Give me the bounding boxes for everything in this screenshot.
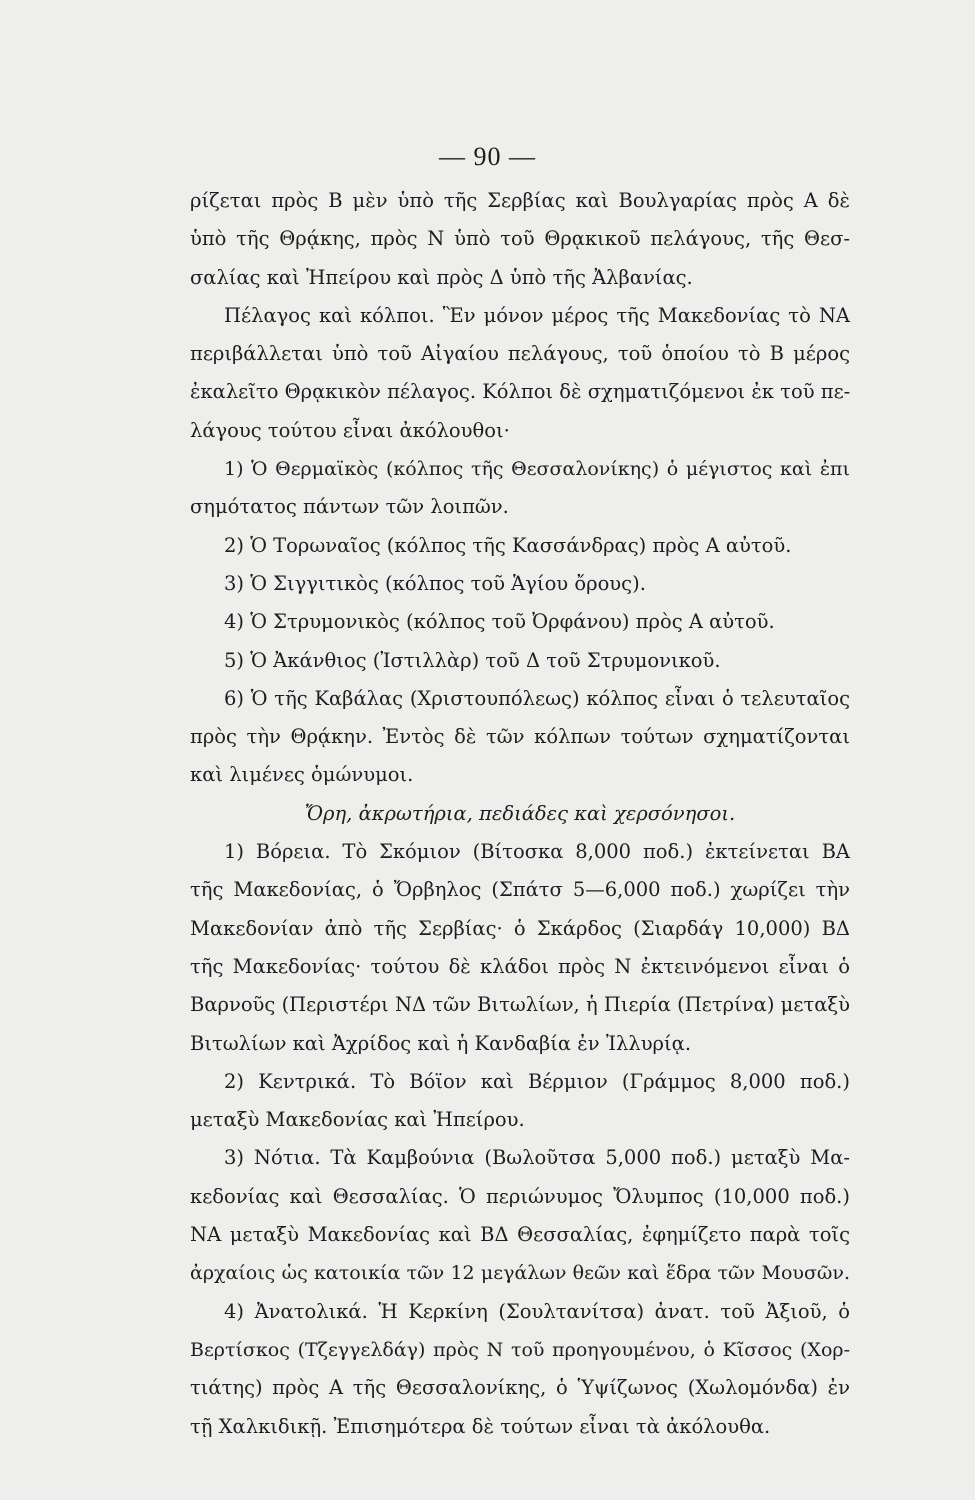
text-body xyxy=(190,182,850,1446)
text-line: πρὸς τὴν Θρᾴκην. Ἐντὸς δὲ τῶν κόλπων τούτων σχηματίζονται xyxy=(190,725,850,749)
text-line: Μακεδονίαν ἀπὸ τῆς Σερβίας· ὁ Σκάρδος (Σιαρδάγ 10,000) ΒΔ xyxy=(190,916,850,940)
text-line: Βερτίσκος (Τζεγγελδάγ) πρὸς Ν τοῦ προηγουμένου, ὁ Κῖσσος (Χορ- xyxy=(190,1338,850,1361)
text-line: Βιτωλίων καὶ Ἀχρίδος καὶ ἡ Κανδαβία ἐν Ἰλλυρίᾳ. xyxy=(190,1031,692,1055)
text-line: Πέλαγος καὶ κόλποι. Ἓν μόνον μέρος τῆς Μακεδονίας τὸ ΝΑ xyxy=(224,303,850,327)
text-line: λάγους τούτου εἶναι ἀκόλουθοι· xyxy=(190,418,510,442)
text-line: τιάτης) πρὸς Α τῆς Θεσσαλονίκης, ὁ Ὑψίζωνος (Χωλομόνδα) ἐν xyxy=(190,1376,850,1400)
text-line: 2) Ὁ Τορωναῖος (κόλπος τῆς Κασσάνδρας) πρὸς Α αὐτοῦ. xyxy=(224,533,792,557)
text-line: καὶ λιμένες ὁμώνυμοι. xyxy=(190,763,414,787)
text-line: ἀρχαίοις ὡς κατοικία τῶν 12 μεγάλων θεῶν καὶ ἕδρα τῶν Μουσῶν. xyxy=(190,1262,850,1285)
text-line: περιβάλλεται ὑπὸ τοῦ Αἰγαίου πελάγους, τοῦ ὁποίου τὸ Β μέρος xyxy=(190,342,850,366)
text-line: Βαρνοῦς (Περιστέρι ΝΔ τῶν Βιτωλίων, ἡ Πιερία (Πετρίνα) μεταξὺ xyxy=(190,993,850,1017)
text-line: τῇ Χαλκιδικῇ. Ἐπισημότερα δὲ τούτων εἶναι τὰ ἀκόλουθα. xyxy=(190,1414,771,1438)
text-line: 5) Ὁ Ἀκάνθιος (Ἰστιλλὰρ) τοῦ Δ τοῦ Στρυμονικοῦ. xyxy=(224,648,721,672)
text-line: σαλίας καὶ Ἠπείρου καὶ πρὸς Δ ὑπὸ τῆς Ἀλβανίας. xyxy=(190,265,693,289)
text-line: τῆς Μακεδονίας, ὁ Ὄρβηλος (Σπάτσ 5—6,000 ποδ.) χωρίζει τὴν xyxy=(190,878,850,902)
text-line: 1) Βόρεια. Τὸ Σκόμιον (Βίτοσκα 8,000 ποδ.) ἐκτείνεται ΒΑ xyxy=(224,840,850,864)
text-line: 4) Ὁ Στρυμονικὸς (κόλπος τοῦ Ὀρφάνου) πρὸς Α αὐτοῦ. xyxy=(224,610,775,634)
page-number: — 90 — xyxy=(439,142,536,171)
text-line: σημότατος πάντων τῶν λοιπῶν. xyxy=(190,495,509,519)
text-line: τῆς Μακεδονίας· τούτου δὲ κλάδοι πρὸς Ν ἐκτεινόμενοι εἶναι ὁ xyxy=(190,954,850,978)
text-line: κεδονίας καὶ Θεσσαλίας. Ὁ περιώνυμος Ὄλυμπος (10,000 ποδ.) xyxy=(190,1184,850,1208)
text-line: 3) Νότια. Τὰ Καμβούνια (Βωλοῦτσα 5,000 ποδ.) μεταξὺ Μα- xyxy=(224,1146,850,1170)
text-line: ἐκαλεῖτο Θρᾳκικὸν πέλαγος. Κόλποι δὲ σχηματιζόμενοι ἐκ τοῦ πε- xyxy=(190,380,851,404)
text-line: 2) Κεντρικά. Τὸ Βόϊον καὶ Βέρμιον (Γράμμος 8,000 ποδ.) xyxy=(224,1069,850,1093)
text-line: 4) Ἀνατολικά. Ἡ Κερκίνη (Σουλτανίτσα) ἀνατ. τοῦ Ἀξιοῦ, ὁ xyxy=(224,1299,850,1323)
text-line: ὑπὸ τῆς Θρᾴκης, πρὸς Ν ὑπὸ τοῦ Θρᾳκικοῦ πελάγους, τῆς Θεσ- xyxy=(190,227,850,251)
text-line: 3) Ὁ Σιγγιτικὸς (κόλπος τοῦ Ἁγίου ὄρους). xyxy=(224,571,646,595)
text-line: ΝΑ μεταξὺ Μακεδονίας καὶ ΒΔ Θεσσαλίας, ἐφημίζετο παρὰ τοῖς xyxy=(190,1223,850,1247)
text-line: ρίζεται πρὸς Β μὲν ὑπὸ τῆς Σερβίας καὶ Βουλγαρίας πρὸς Α δὲ xyxy=(190,189,850,212)
text-line: 6) Ὁ τῆς Καβάλας (Χριστουπόλεως) κόλπος εἶναι ὁ τελευταῖος xyxy=(224,686,850,710)
text-line: μεταξὺ Μακεδονίας καὶ Ἠπείρου. xyxy=(190,1108,525,1132)
text-line: 1) Ὁ Θερμαϊκὸς (κόλπος τῆς Θεσσαλονίκης) ὁ μέγιστος καὶ ἐπι xyxy=(224,458,850,481)
section-heading: Ὄρη, ἀκρωτήρια, πεδιάδες καὶ χερσόνησοι. xyxy=(304,801,736,825)
